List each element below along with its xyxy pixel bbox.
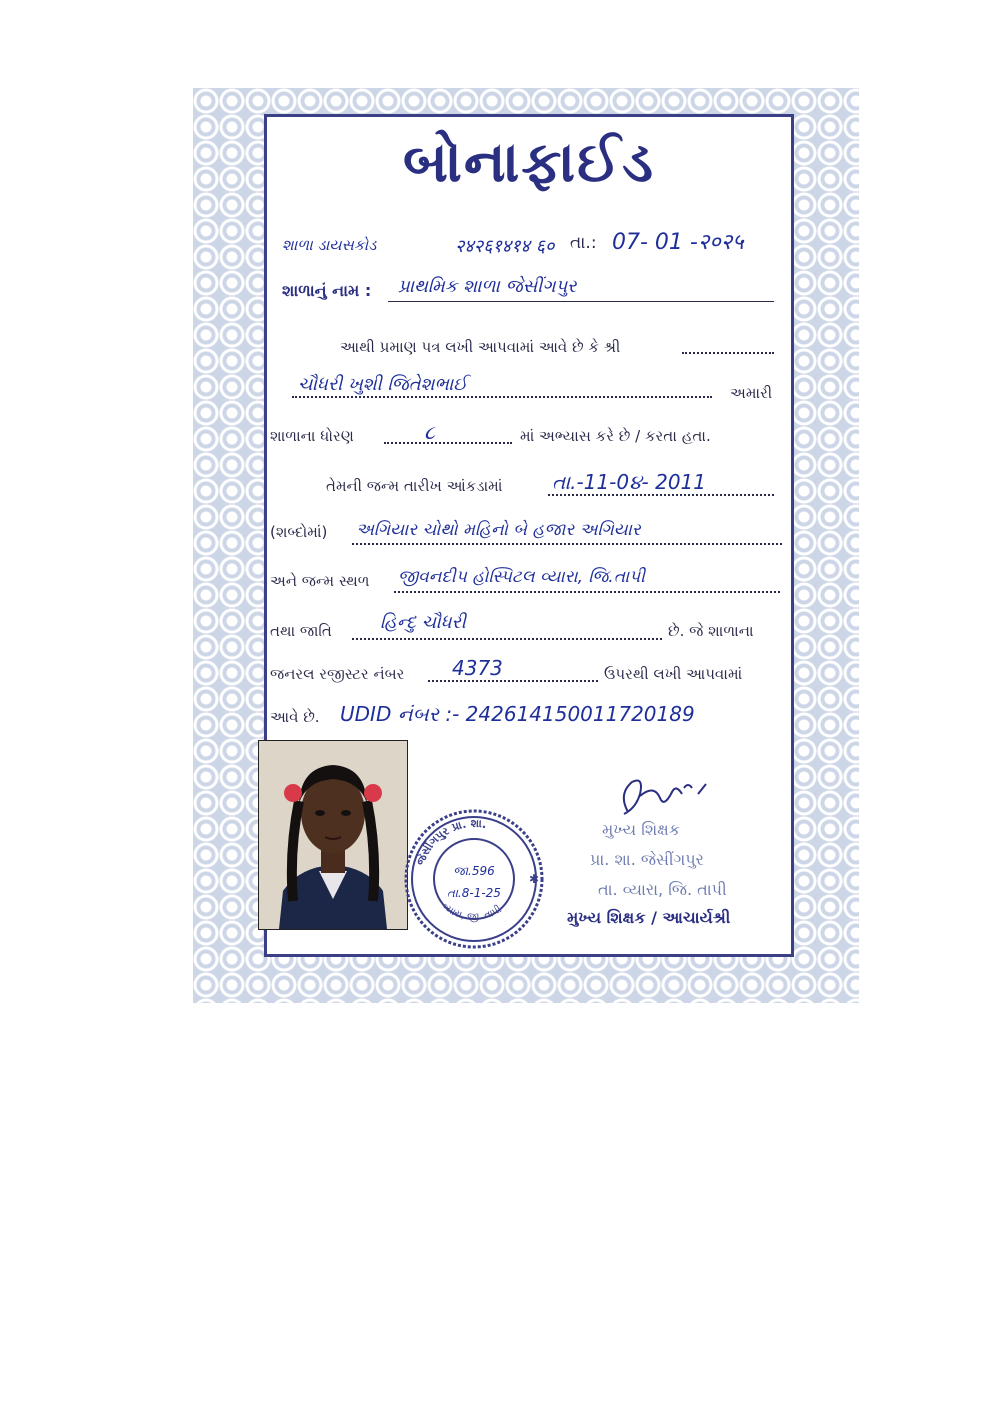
school-code-label: શાળા ડાયસકોડ	[282, 236, 377, 254]
sign-caption: મુખ્ય શિક્ષક / આચાર્યશ્રી	[567, 908, 731, 927]
certify-line: આથી પ્રમાણ પત્ર લખી આપવામાં આવે છે કે શ્રી	[340, 338, 621, 356]
date-value: 07- 01 -२०२५	[612, 230, 744, 255]
stamp-bottom-text: વ્યારા, જી. તાપી	[439, 901, 504, 923]
certify-dots	[682, 352, 774, 354]
caste-value: હિન્દુ ચૌધરી	[380, 612, 466, 633]
svg-text:જેસીંગપુર પ્રા. શા.	[413, 817, 488, 867]
standard-label: શાળાના ધોરણ	[270, 427, 354, 445]
stamp-top-text: જેસીંગપુર પ્રા. શા.	[413, 816, 488, 868]
amari-text: અમારી	[730, 384, 773, 402]
dob-value: તા.-11-0૪- 2011	[552, 470, 706, 494]
headmaster-signature	[614, 774, 724, 824]
standard-value: ૮	[424, 420, 435, 444]
birthplace-value: જીવનદીપ હોસ્પિટલ વ્યારા, જિ.તાપી	[398, 567, 646, 587]
birthplace-label: અને જન્મ સ્થળ	[270, 572, 370, 590]
last-line-prefix: આવે છે.	[270, 708, 320, 726]
school-name-underline	[388, 300, 774, 302]
caste-suffix: છે. જે શાળાના	[668, 622, 754, 640]
words-dots	[352, 543, 782, 545]
birthplace-dots	[394, 591, 780, 593]
svg-text:વ્યારા, જી. તાપી	[440, 901, 504, 923]
register-suffix: ઉપરથી લખી આપવામાં	[604, 665, 743, 683]
stamp-number: જા.596	[453, 864, 495, 878]
sign-stamp-line2: પ્રા. શા. જેસીંગપુર	[590, 850, 704, 869]
register-dots	[428, 680, 598, 682]
school-round-stamp	[400, 805, 548, 953]
sign-stamp-line3: તા. વ્યારા, જિ. તાપી	[598, 880, 727, 899]
student-name-dots	[292, 396, 712, 398]
school-name-value: પ્રાથમિક શાળા જેસીંગપુર	[398, 276, 577, 297]
words-label: (શબ્દોમાં)	[270, 523, 328, 541]
dob-label: તેમની જન્મ તારીખ આંકડામાં	[326, 477, 503, 495]
caste-dots	[352, 638, 662, 640]
date-label: તા.:	[570, 233, 597, 253]
student-photo	[258, 740, 408, 930]
register-value: 4373	[452, 656, 503, 680]
student-name: ચૌધરી ખુશી જિતેશભાઈ	[298, 374, 468, 395]
stamp-star-icon: ✱	[528, 872, 540, 886]
school-code-value: २४२६१४१४ ६०	[455, 236, 555, 257]
stamp-date: તા.8-1-25	[447, 886, 501, 900]
standard-dots	[384, 442, 512, 444]
caste-label: તથા જાતિ	[270, 622, 332, 640]
dob-words: અગિયાર ચોથો મહિનો બે હજાર અગિયાર	[356, 520, 641, 540]
certificate-title: બોનાફાઈડ	[402, 130, 656, 195]
sign-stamp-line1: મુખ્ય શિક્ષક	[602, 820, 681, 839]
register-label: જનરલ રજીસ્ટર નંબર	[270, 665, 405, 683]
dob-dots	[548, 494, 774, 496]
studying-text: માં અભ્યાસ કરે છે / કરતા હતા.	[520, 427, 711, 445]
school-name-label: શાળાનું નામ :	[282, 281, 372, 300]
udid-text: UDID નંબર :- 242614150011720189	[340, 702, 695, 726]
